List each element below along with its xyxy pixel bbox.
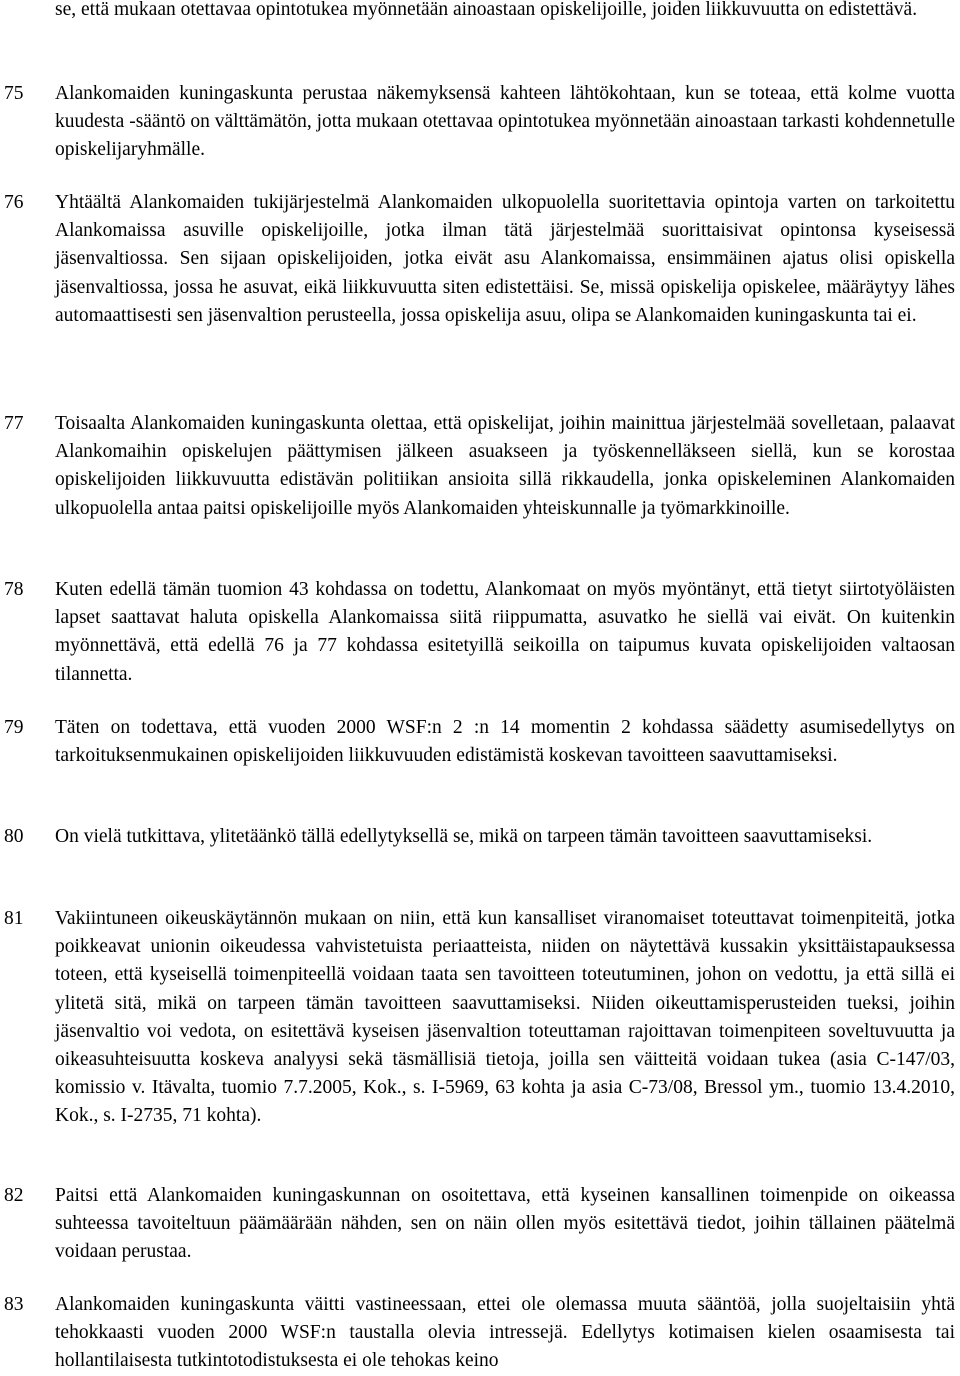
paragraph-number: 82 [4,1185,24,1206]
paragraph-83 [0,1291,955,1376]
paragraph-number: 77 [4,413,24,434]
paragraph-82 [0,1182,955,1267]
paragraph-76 [0,189,955,330]
paragraph-number: 78 [4,579,24,600]
paragraph-75 [0,80,955,165]
paragraph-78 [0,576,955,689]
paragraph-number: 79 [4,717,24,738]
paragraph-text: Täten on todettava, että vuoden 2000 WSF:n 2 :n 14 momentin 2 kohdassa säädetty asumisedellytys on tarkoituksenmukainen opiskelijoiden liikkuvuuden edistämistä koskevan tavoitteen saavuttamiseksi. [55,717,955,767]
paragraph-text: Alankomaiden kuningaskunta väitti vastineessaan, ettei ole olemassa muuta sääntöä, jolla suojeltaisiin yhtä tehokkaasti vuoden 2000 WSF:n taustalla olevia intressejä. Edellytys kotimaisen kielen osaamisesta tai hollantilaisesta tutkintotodistuksesta ei ole tehokas keino [55,1294,955,1372]
paragraph-text: Paitsi että Alankomaiden kuningaskunnan on osoitettava, että kyseinen kansallinen toimenpide on oikeassa suhteessa tavoiteltuun päämäärään nähden, sen on näin ollen myös esitettävä tiedot, joihin tällainen päätelmä voidaan perustaa. [55,1185,955,1263]
paragraph-79 [0,714,955,770]
paragraph-text: Toisaalta Alankomaiden kuningaskunta olettaa, että opiskelijat, joihin mainittua järjestelmää sovelletaan, palaavat Alankomaihin opiskelujen päättymisen jälkeen asuakseen ja työskennelläkseen siellä, kun se korostaa opiskelijoiden liikkuvuutta edistävän politiikan ansioita sillä rikkaudella, jonka opiskeleminen Alankomaiden ulkopuolella antaa paitsi opiskelijoille myös Alankomaiden yhteiskunnalle ja työmarkkinoille. [55,413,955,519]
continuation-text: se, että mukaan otettavaa opintotukea myönnetään ainoastaan opiskelijoille, joiden liikkuvuutta on edistettävä. [55,0,918,20]
paragraph-text: On vielä tutkittava, ylitetäänkö tällä edellytyksellä se, mikä on tarpeen tämän tavoitteen saavuttamiseksi. [55,826,873,847]
paragraph-number: 76 [4,192,24,213]
paragraph-77 [0,410,955,523]
paragraph-number: 83 [4,1294,24,1315]
paragraph-text: Vakiintuneen oikeuskäytännön mukaan on niin, että kun kansalliset viranomaiset toteuttavat toimenpiteitä, jotka poikkeavat unionin oikeudessa vahvistetuista periaatteista, niiden on näytettävä kussakin yksittäistapauksessa toteen, että kyseisellä toimenpiteellä voidaan taata sen tavoitteen toteutuminen, johon on vedottu, ja että sillä ei ylitetä sitä, mikä on tarpeen tämän tavoitteen saavuttamiseksi. Niiden oikeuttamisperusteiden tueksi, joihin jäsenvaltio voi vedota, on esitettävä kyseisen jäsenvaltion toteuttaman rajoittavan toimenpiteen soveltuvuutta ja oikeasuhteisuutta koskeva analyysi sekä täsmällisiä tietoja, joilla sen väitteitä voidaan tukea (asia C-147/03, komissio v. Itävalta, tuomio 7.7.2005, Kok., s. I-5969, 63 kohta ja asia C-73/08, Bressol ym., tuomio 13.4.2010, Kok., s. I-2735, 71 kohta). [55,908,955,1127]
paragraph-80 [0,823,955,851]
paragraph-text: Kuten edellä tämän tuomion 43 kohdassa on todettu, Alankomaat on myös myöntänyt, että tietyt siirtotyöläisten lapset saattavat haluta opiskella Alankomaissa siitä riippumatta, asuvatko he siellä vai eivät. On kuitenkin myönnettävä, että edellä 76 ja 77 kohdassa esitetyillä seikoilla on taipumus kuvata opiskelijoiden valtaosan tilannetta. [55,579,955,685]
paragraph-number: 80 [4,826,24,847]
paragraph-text: Yhtäältä Alankomaiden tukijärjestelmä Alankomaiden ulkopuolella suoritettavia opintoja varten on tarkoitettu Alankomaissa asuville opiskelijoille, jotka ilman tätä järjestelmää suorittaisivat opintonsa kyseisessä jäsenvaltiossa. Sen sijaan opiskelijoiden, jotka eivät asu Alankomaissa, ensimmäinen ajatus olisi opiskella jäsenvaltiossa, jossa he asuvat, eikä liikkuvuutta siten edistettäisi. Se, missä opiskelija opiskelee, määräytyy lähes automaattisesti sen jäsenvaltion perusteella, jossa opiskelija asuu, olipa se Alankomaiden kuningaskunta tai ei. [55,192,955,326]
paragraph-81 [0,905,955,1131]
paragraph-number: 81 [4,908,24,929]
paragraph-text: Alankomaiden kuningaskunta perustaa näkemyksensä kahteen lähtökohtaan, kun se toteaa, että kolme vuotta kuudesta -sääntö on välttämätön, jotta mukaan otettavaa opintotukea myönnetään ainoastaan tarkasti kohdennetulle opiskelijaryhmälle. [55,83,955,161]
paragraph-number: 75 [4,83,24,104]
